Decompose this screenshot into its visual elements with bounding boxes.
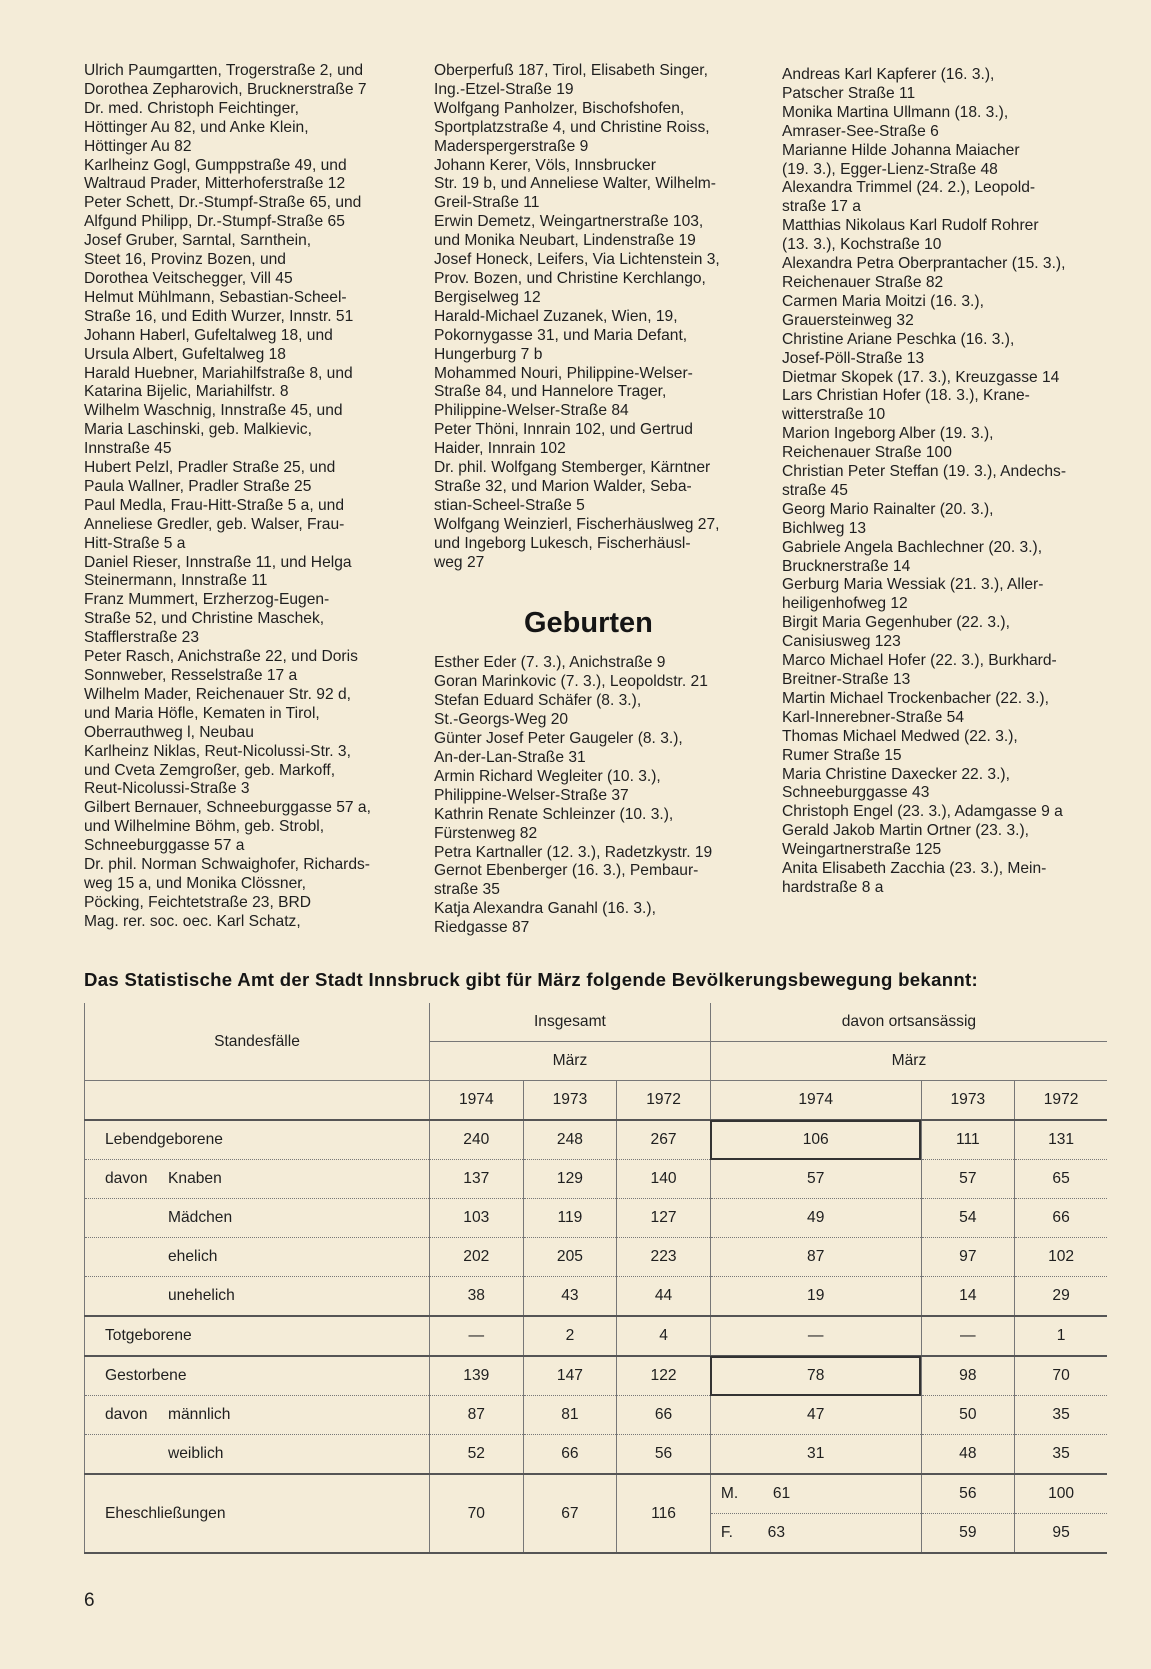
cell: 248 [523, 1120, 617, 1160]
marriage-entry: Karlheinz Niklas, Reut-Nicolussi-Str. 3, und Cveta Zemgroßer, geb. Markoff, Reut-Nicolussi-Straße 3 [84, 742, 351, 798]
birth-entry: Alexandra Petra Oberprantacher (15. 3.), Reichenauer Straße 82 [782, 255, 1066, 291]
marriage-entry: Erwin Demetz, Weingartnerstraße 103, und Monika Neubart, Lindenstraße 19 [434, 213, 704, 250]
birth-entry: Maria Christine Daxecker 22. 3.), Schneeburggasse 43 [782, 765, 1010, 802]
cell: 59 [921, 1514, 1015, 1554]
row-label: Lebendgeborene [105, 1131, 223, 1148]
birth-entry: Stefan Eduard Schäfer (8. 3.), St.-Georgs-Weg 20 [434, 692, 642, 729]
row-label: unehelich [168, 1287, 235, 1304]
cell: 50 [921, 1396, 1015, 1435]
cell: 57 [921, 1160, 1015, 1199]
birth-entry: Christian Peter Steffan (19. 3.), Andechs- straße 45 [782, 463, 1067, 499]
row-unehelich [85, 1277, 1108, 1317]
row-label: ehelich [168, 1248, 218, 1265]
empty-cell [85, 1081, 430, 1121]
marriage-entry: Dr. phil. Wolfgang Stemberger, Kärntner Straße 32, und Marion Walder, Seba- stian-Scheel-Straße 5 [434, 459, 711, 514]
year-header: 1972 [617, 1081, 711, 1121]
cell: 61 [772, 1485, 791, 1502]
cell: 29 [1015, 1277, 1107, 1317]
cell: 1 [1015, 1316, 1107, 1356]
marriage-entry: Daniel Rieser, Innstraße 11, und Helga Steinermann, Innstraße 11 [84, 553, 352, 590]
row-label: männlich [168, 1406, 231, 1423]
row-maedchen [85, 1199, 1108, 1238]
row-eheschliessungen-m [85, 1474, 1108, 1514]
marriage-entry: Peter Rasch, Anichstraße 22, und Doris Sonnweber, Resselstraße 17 a [84, 648, 358, 684]
group-header-local: davon ortsansässig [710, 1003, 1107, 1042]
birth-entry: Marion Ingeborg Alber (19. 3.), Reichenauer Straße 100 [782, 425, 994, 462]
cell: 48 [921, 1435, 1015, 1475]
row-label: Knaben [168, 1170, 222, 1187]
cell: 38 [430, 1277, 524, 1317]
row-label: Gestorbene [105, 1367, 187, 1384]
birth-entry: Georg Mario Rainalter (20. 3.), Bichlweg 13 [782, 500, 994, 537]
row-lebendgeborene [85, 1120, 1108, 1160]
cell: 140 [617, 1160, 711, 1199]
marriage-entry: Mag. rer. soc. oec. Karl Schatz, [84, 912, 301, 930]
cell: 102 [1015, 1238, 1107, 1277]
marriage-entry: Wilhelm Waschnig, Innstraße 45, und Maria Laschinski, geb. Malkievic, Innstraße 45 [84, 402, 343, 458]
cell: 127 [617, 1199, 711, 1238]
cell: 223 [617, 1238, 711, 1277]
marriage-entry: Peter Schett, Dr.-Stumpf-Straße 65, und Alfgund Philipp, Dr.-Stumpf-Straße 65 [84, 194, 362, 231]
birth-entry: Günter Josef Peter Gaugeler (8. 3.), An-der-Lan-Straße 31 [434, 730, 683, 766]
cell: 78 [710, 1356, 921, 1396]
cell: 267 [617, 1120, 711, 1160]
marriage-entry: Josef Gruber, Sarntal, Sarnthein, Steet 16, Provinz Bozen, und Dorothea Veitschegger, Vill 45 [84, 232, 312, 287]
birth-entry: Monika Martina Ullmann (18. 3.), Amraser-See-Straße 6 [782, 103, 1009, 140]
cell: 205 [523, 1238, 617, 1277]
cell: 66 [523, 1435, 617, 1475]
birth-entry: Andreas Karl Kapferer (16. 3.), Patscher Straße 11 [782, 66, 995, 102]
marriage-entry: Wolfgang Weinzierl, Fischerhäuslweg 27, und Ingeborg Lukesch, Fischerhäusl- weg 27 [434, 515, 720, 571]
marriage-entry: Paul Medla, Frau-Hitt-Straße 5 a, und Anneliese Gredler, geb. Walser, Frau- Hitt-Straße 5 a [84, 496, 345, 552]
cell: 57 [710, 1160, 921, 1199]
cell: 116 [617, 1474, 711, 1553]
birth-entry: Gernot Ebenberger (16. 3.), Pembaur- straße 35 [434, 862, 699, 899]
cell: 70 [1015, 1356, 1107, 1396]
davon-label: davon [105, 1170, 148, 1187]
year-header: 1974 [710, 1081, 921, 1121]
cell: 137 [430, 1160, 524, 1199]
year-header: 1974 [430, 1081, 524, 1121]
cell: 66 [1015, 1199, 1107, 1238]
row-label: Mädchen [168, 1209, 233, 1226]
cell: 98 [921, 1356, 1015, 1396]
male-prefix: M. [720, 1485, 739, 1502]
cell: 103 [430, 1199, 524, 1238]
birth-entry: Gerburg Maria Wessiak (21. 3.), Aller- heiligenhofweg 12 [782, 576, 1044, 613]
cell: 240 [430, 1120, 524, 1160]
birth-entry: Birgit Maria Gegenhuber (22. 3.), Canisiusweg 123 [782, 614, 1010, 651]
cell: 14 [921, 1277, 1015, 1317]
cell: 95 [1015, 1514, 1107, 1554]
cell: 66 [617, 1396, 711, 1435]
birth-entry: Christoph Engel (23. 3.), Adamgasse 9 a [782, 803, 1063, 821]
marriage-entry: Wilhelm Mader, Reichenauer Str. 92 d, und Maria Höfle, Kematen in Tirol, Oberrauthweg l, Neubau [84, 685, 351, 741]
davon-label: davon [105, 1406, 148, 1423]
cell: 52 [430, 1435, 524, 1475]
marriage-entry: Mohammed Nouri, Philippine-Welser- Straße 84, und Hannelore Trager, Philippine-Welser-Straße 84 [434, 364, 693, 420]
cell: 2 [523, 1316, 617, 1356]
month-header-local: März [710, 1042, 1107, 1081]
marriage-entry: Peter Thöni, Innrain 102, und Gertrud Haider, Innrain 102 [434, 421, 693, 458]
cell: 67 [523, 1474, 617, 1553]
cell: 131 [1015, 1120, 1107, 1160]
year-header: 1973 [921, 1081, 1015, 1121]
cell: — [921, 1316, 1015, 1356]
birth-entry: Petra Kartnaller (12. 3.), Radetzkystr. 19 [434, 843, 713, 861]
birth-entry: Carmen Maria Moitzi (16. 3.), Grauersteinweg 32 [782, 292, 984, 329]
birth-entry: Alexandra Trimmel (24. 2.), Leopold- straße 17 a [782, 179, 1036, 216]
cell: 63 [767, 1524, 786, 1541]
cell: 106 [710, 1120, 921, 1160]
cell: 47 [710, 1396, 921, 1435]
cell: 122 [617, 1356, 711, 1396]
marriage-entry: Wolfgang Panholzer, Bischofshofen, Sportplatzstraße 4, und Christine Roiss, Maderspergerstraße 9 [434, 99, 710, 155]
birth-entry: Thomas Michael Medwed (22. 3.), Rumer Straße 15 [782, 727, 1018, 764]
cell: 49 [710, 1199, 921, 1238]
marriage-entry: Harald Huebner, Mariahilfstraße 8, und Katarina Bijelic, Mariahilfstr. 8 [84, 364, 353, 401]
cell: 44 [617, 1277, 711, 1317]
cell: 65 [1015, 1160, 1107, 1199]
cell: 19 [710, 1277, 921, 1317]
cell: 56 [921, 1474, 1015, 1514]
birth-entry: Gabriele Angela Bachlechner (20. 3.), Brucknerstraße 14 [782, 538, 1043, 575]
row-label: Eheschließungen [105, 1504, 226, 1522]
marriage-entry: Franz Mummert, Erzherzog-Eugen- Straße 52, und Christine Maschek, Stafflerstraße 23 [84, 591, 330, 647]
birth-entry: Martin Michael Trockenbacher (22. 3.), Karl-Innerebner-Straße 54 [782, 689, 1049, 726]
birth-entry: Katja Alexandra Ganahl (16. 3.), Riedgasse 87 [434, 900, 656, 937]
col-header-standesfaelle: Standesfälle [85, 1003, 430, 1081]
cell: 111 [921, 1120, 1015, 1160]
stats-headline: Das Statistische Amt der Stadt Innsbruck gibt für März folgende Bevölkerungsbewegung bekannt: [84, 969, 979, 990]
birth-entry: Esther Eder (7. 3.), Anichstraße 9 [434, 654, 666, 672]
cell: 202 [430, 1238, 524, 1277]
cell: 97 [921, 1238, 1015, 1277]
marriage-entry: Johann Haberl, Gufeltalweg 18, und Ursula Albert, Gufeltalweg 18 [84, 326, 333, 363]
row-weiblich [85, 1435, 1108, 1475]
cell: 35 [1015, 1396, 1107, 1435]
row-knaben [85, 1160, 1108, 1199]
cell: 35 [1015, 1435, 1107, 1475]
female-prefix: F. [720, 1524, 734, 1541]
birth-entry: Dietmar Skopek (17. 3.), Kreuzgasse 14 [782, 368, 1060, 386]
birth-entry: Matthias Nikolaus Karl Rudolf Rohrer (13. 3.), Kochstraße 10 [782, 217, 1039, 254]
year-header: 1972 [1015, 1081, 1107, 1121]
marriage-entry: Harald-Michael Zuzanek, Wien, 19, Pokornygasse 31, und Maria Defant, Hungerburg 7 b [434, 307, 688, 363]
cell: 31 [710, 1435, 921, 1475]
marriage-entry: Ulrich Paumgartten, Trogerstraße 2, und Dorothea Zepharovich, Brucknerstraße 7 [84, 62, 367, 98]
marriages-column-2 [434, 62, 766, 938]
row-totgeborene [85, 1316, 1108, 1356]
birth-entry: Anita Elisabeth Zacchia (23. 3.), Mein- hardstraße 8 a [782, 860, 1047, 896]
row-maennlich [85, 1396, 1108, 1435]
marriage-entry: Oberperfuß 187, Tirol, Elisabeth Singer, Ing.-Etzel-Straße 19 [434, 62, 708, 98]
cell: 81 [523, 1396, 617, 1435]
marriage-entry: Karlheinz Gogl, Gumppstraße 49, und Waltraud Prader, Mitterhoferstraße 12 [84, 156, 347, 193]
birth-entry: Armin Richard Wegleiter (10. 3.), Philippine-Welser-Straße 37 [434, 767, 661, 804]
cell: 147 [523, 1356, 617, 1396]
row-gestorbene [85, 1356, 1108, 1396]
row-label: weiblich [168, 1445, 224, 1462]
cell: 139 [430, 1356, 524, 1396]
cell: 56 [617, 1435, 711, 1475]
population-statistics-table [84, 1003, 1107, 1554]
marriage-entry: Hubert Pelzl, Pradler Straße 25, und Paula Wallner, Pradler Straße 25 [84, 459, 336, 495]
cell: 100 [1015, 1474, 1107, 1514]
marriage-entry: Josef Honeck, Leifers, Via Lichtenstein 3, Prov. Bozen, und Christine Kerchlango, Bergiselweg 12 [434, 251, 720, 306]
birth-entry: Lars Christian Hofer (18. 3.), Krane- witterstraße 10 [782, 387, 1030, 424]
marriage-entry: Gilbert Bernauer, Schneeburggasse 57 a, und Wilhelmine Böhm, geb. Strobl, Schneeburggasse 57 a [84, 799, 371, 855]
birth-entry: Goran Marinkovic (7. 3.), Leopoldstr. 21 [434, 673, 708, 691]
page-number: 6 [84, 1590, 95, 1611]
cell: 43 [523, 1277, 617, 1317]
births-column-3 [782, 66, 1112, 898]
birth-entry: Christine Ariane Peschka (16. 3.), Josef-Pöll-Straße 13 [782, 330, 1015, 367]
birth-entry: Kathrin Renate Schleinzer (10. 3.), Fürstenweg 82 [434, 805, 674, 842]
births-heading: Geburten [524, 607, 653, 640]
cell: 4 [617, 1316, 711, 1356]
cell: 87 [710, 1238, 921, 1277]
cell: 54 [921, 1199, 1015, 1238]
row-label: Totgeborene [105, 1327, 192, 1344]
cell: — [710, 1316, 921, 1356]
cell: — [430, 1316, 524, 1356]
month-header-total: März [430, 1042, 711, 1081]
year-header: 1973 [523, 1081, 617, 1121]
birth-entry: Gerald Jakob Martin Ortner (23. 3.), Weingartnerstraße 125 [782, 822, 1029, 859]
marriage-entry: Dr. phil. Norman Schwaighofer, Richards- weg 15 a, und Monika Clössner, Pöcking, Feichtetstraße 23, BRD [84, 856, 371, 911]
cell: 129 [523, 1160, 617, 1199]
marriage-entry: Helmut Mühlmann, Sebastian-Scheel- Straße 16, und Edith Wurzer, Innstr. 51 [84, 288, 354, 325]
marriage-entry: Dr. med. Christoph Feichtinger, Höttinger Au 82, und Anke Klein, Höttinger Au 82 [84, 99, 309, 155]
row-ehelich [85, 1238, 1108, 1277]
cell: 119 [523, 1199, 617, 1238]
marriage-entry: Johann Kerer, Völs, Innsbrucker Str. 19 b, und Anneliese Walter, Wilhelm- Greil-Straße 11 [434, 156, 716, 212]
group-header-total: Insgesamt [430, 1003, 711, 1042]
marriages-column-1 [84, 62, 416, 932]
birth-entry: Marianne Hilde Johanna Maiacher (19. 3.), Egger-Lienz-Straße 48 [782, 141, 1020, 178]
cell: 87 [430, 1396, 524, 1435]
birth-entry: Marco Michael Hofer (22. 3.), Burkhard- Breitner-Straße 13 [782, 652, 1057, 688]
cell: 70 [430, 1474, 524, 1553]
